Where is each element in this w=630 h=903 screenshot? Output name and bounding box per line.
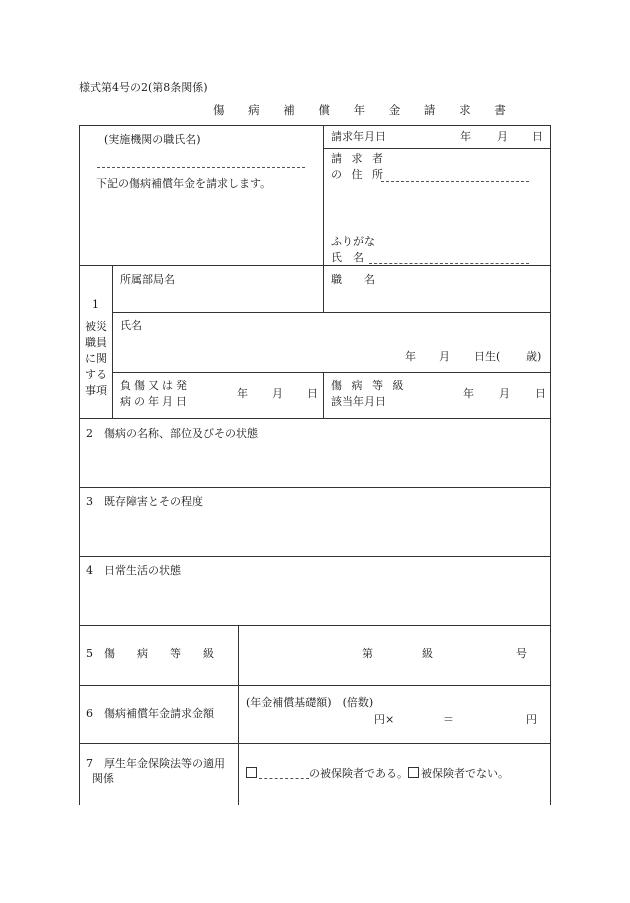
pension-basis-label: (年金補償基礎額) (倍数) — [246, 696, 374, 709]
insurance-type-line — [259, 778, 309, 779]
agency-official-line — [97, 167, 305, 168]
name-label: 氏 名 — [331, 251, 364, 264]
section-1-label: 被災 職員 に関 する 事項 — [85, 320, 107, 397]
birth-month-label: 月 — [439, 350, 450, 363]
yen-label: 円 — [526, 713, 537, 726]
request-year-label: 年 — [460, 130, 471, 143]
position-label: 職 名 — [331, 273, 375, 286]
section-7-heading-2: 関係 — [92, 772, 114, 785]
section-7-heading-1: 7 厚生年金保険法等の適用 — [86, 757, 225, 770]
grade-year-label: 年 — [463, 387, 474, 400]
grade-date-label-1: 傷 病 等 級 — [331, 379, 407, 392]
grade-day-label: 日 — [535, 387, 546, 400]
victim-name-label: 氏名 — [120, 319, 142, 332]
age-label: 歳) — [526, 350, 542, 363]
request-date-label: 請求年月日 — [331, 130, 386, 143]
department-label: 所属部局名 — [120, 273, 175, 286]
furigana-label: ふりがな — [331, 235, 375, 248]
request-day-label: 日 — [532, 130, 543, 143]
injury-day-label: 日 — [307, 387, 318, 400]
section-6-heading: 6 傷病補償年金請求金額 — [86, 707, 214, 720]
grade-month-label: 月 — [499, 387, 510, 400]
not-insured-checkbox[interactable] — [408, 767, 419, 778]
request-month-label: 月 — [497, 130, 508, 143]
equals-label: ＝ — [443, 713, 454, 726]
page-title: 傷 病 補 償 年 金 請 求 書 — [213, 103, 516, 117]
form-number: 様式第4号の2(第8条関係) — [79, 81, 208, 94]
insured-label: の被保険者である。 — [309, 767, 408, 780]
injury-date-label-2: 病の年月日 — [120, 395, 190, 408]
insurance-status-row — [246, 767, 509, 781]
claimant-label-2: の 住 所 — [331, 168, 386, 181]
section-1-number: 1 — [92, 298, 99, 311]
grade-kyu-label: 級 — [422, 647, 433, 660]
agency-official-label: (実施機関の職氏名) — [104, 133, 201, 146]
birth-year-label: 年 — [405, 350, 416, 363]
section-3-heading: 3 既存障害とその程度 — [86, 495, 203, 508]
birth-day-label: 日生( — [474, 350, 501, 363]
grade-dai-label: 第 — [362, 647, 373, 660]
injury-date-label-1: 負傷又は発 — [120, 379, 190, 392]
section-2-heading: 2 傷病の名称、部位及びその状態 — [86, 427, 258, 440]
grade-go-label: 号 — [516, 647, 527, 660]
not-insured-label: 被保険者でない。 — [421, 767, 509, 780]
name-line — [369, 263, 529, 264]
injury-year-label: 年 — [237, 387, 248, 400]
insured-checkbox[interactable] — [246, 767, 257, 778]
section-4-heading: 4 日常生活の状態 — [86, 564, 181, 577]
claimant-label-1: 請 求 者 — [331, 152, 386, 165]
yen-times-label: 円× — [374, 713, 395, 726]
injury-month-label: 月 — [272, 387, 283, 400]
section-5-heading: 5 傷 病 等 級 — [86, 647, 214, 660]
grade-date-label-2: 該当年月日 — [331, 395, 386, 408]
request-statement: 下記の傷病補償年金を請求します。 — [96, 177, 272, 190]
claimant-address-line — [381, 181, 529, 182]
